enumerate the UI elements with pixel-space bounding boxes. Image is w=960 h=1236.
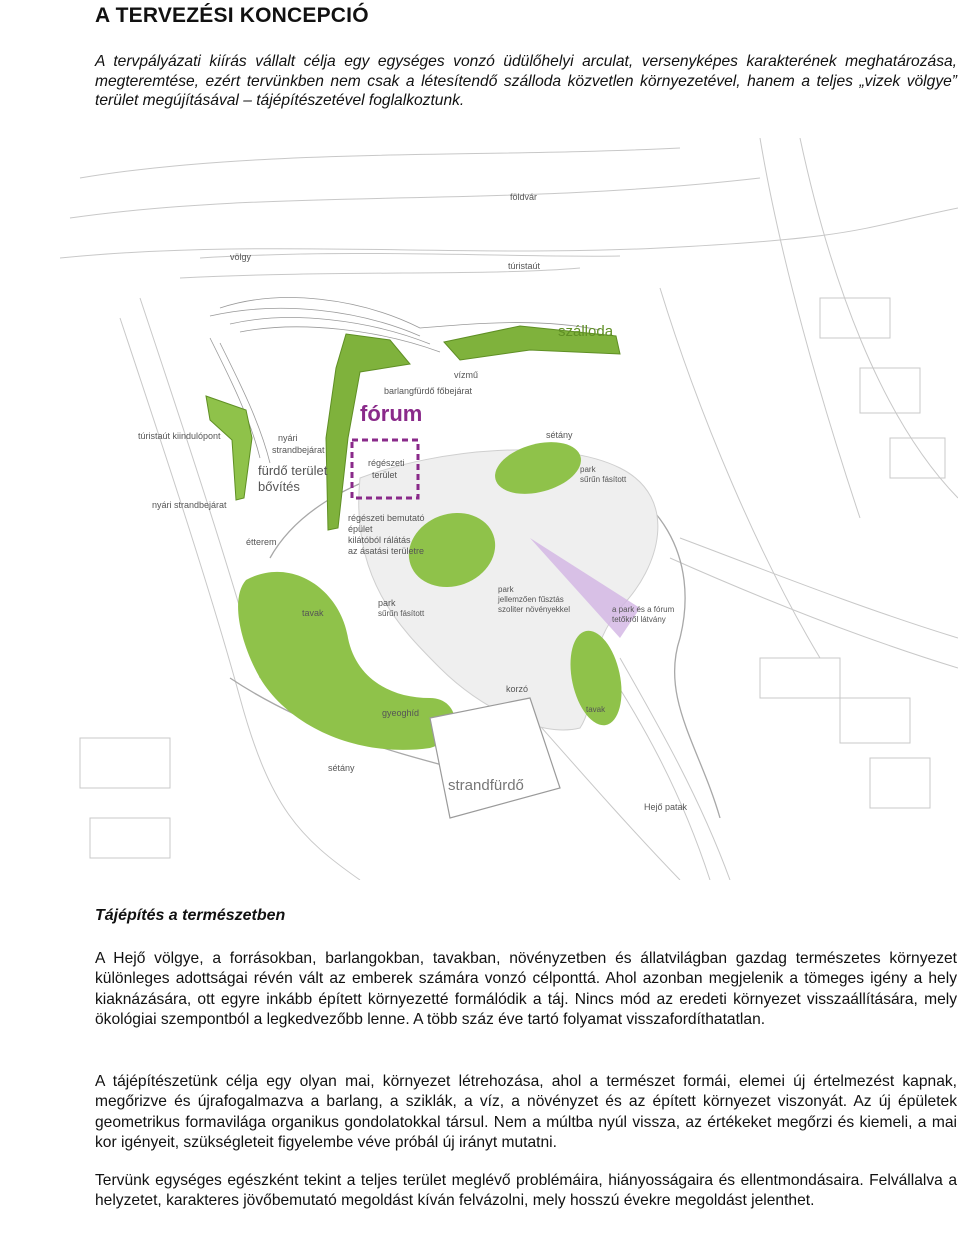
label-forum: fórum <box>360 401 423 426</box>
label-hejo-patak: Hejő patak <box>644 802 688 812</box>
label-strandfurdo: strandfürdő <box>448 777 524 794</box>
body-paragraph-1: A Hejő völgye, a forrásokban, barlangokban, tavakban, növényzetben és állatvilágban gazdag természetes környezet különleges adottságai révén vált az emberek számára vonzó célponttá. Ahol azonban megjelenik a tömeges igény a hely kiaknázására, ott egyre inkább épített környezetté formálódik a táj. Nincs mód az eredeti környezet visszaállítására, mely ökológiai szempontból a legkedvezőbb lenne. A több száz éve tartó folyamat visszafordíthatatlan. <box>95 950 957 1029</box>
label-park2-a: park <box>378 598 396 608</box>
label-regbemut-1: régészeti bemutató <box>348 513 425 523</box>
site-plan-map <box>60 138 958 880</box>
label-tavak: tavak <box>302 608 324 618</box>
label-regeszeti-b: terület <box>372 470 398 480</box>
site-plan-svg <box>60 138 958 880</box>
intro-paragraph: A tervpályázati kiírás vállalt célja egy egységes vonzó üdülőhelyi arculat, versenyképes karakterének meghatározása, megteremtése, ezért tervünkben nem csak a létesítendő szálloda közvetlen környezetével, hanem a teljes „vizek völgye” terület megújításával – tájépítészetével foglalkoztunk. <box>95 53 957 109</box>
label-nyari-strandbejarat: nyári strandbejárat <box>152 500 227 510</box>
label-regeszeti-a: régészeti <box>368 458 405 468</box>
label-setany: sétány <box>546 430 573 440</box>
label-etterem: étterem <box>246 537 277 547</box>
section-heading: Tájépítés a természetben <box>95 907 286 924</box>
label-korzo: korzó <box>506 684 529 694</box>
rock-texture <box>210 298 600 463</box>
body-paragraph-2: A tájépítészetünk célja egy olyan mai, környezet létrehozása, ahol a természet formái, elemei új értelmezést kapnak, megőrizve és újrafogalmazva a barlang, a sziklák, a víz, a növényzet és az épített környezet viszonyát. Az új épületek geometrikus formavilága organikus gondolatokkal társul. Nem a múltba nyúl vissza, az értékeket megőrzi és kiemeli, a mai kor igényeit, szükségleteit figyelembe véve próbál új irányt mutatni. <box>95 1073 957 1152</box>
label-regbemut-4: az ásatási területre <box>348 546 425 556</box>
body-paragraph-3: Tervünk egységes egészként tekint a teljes terület meglévő problémáira, hiányosságaira és ellentmondásaira. Felvállalva a helyzetet, karakteres jövőbemutató megoldást kíván felvázolni, mely hosszú évekre megoldást jelenthet. <box>95 1172 957 1210</box>
page-title: A TERVEZÉSI KONCEPCIÓ <box>95 4 369 27</box>
label-furdo-terulet: fürdő terület <box>258 463 328 478</box>
label-regbemut-3: kilátóból rálátás <box>348 535 411 545</box>
label-park3-b: jellemzően fűsztás <box>498 595 564 604</box>
label-regbemut-2: épület <box>348 524 373 534</box>
label-nyari-b: strandbejárat <box>272 445 325 455</box>
label-park2-b: sűrűn fásított <box>378 609 425 618</box>
label-park1-b: sűrűn fásított <box>580 475 627 484</box>
label-turistaut: túristaút <box>508 261 541 271</box>
label-park1-a: park <box>580 465 596 474</box>
label-tavak2: tavak <box>586 705 606 714</box>
label-setany2: sétány <box>328 763 355 773</box>
label-bovites: bővítés <box>258 479 300 494</box>
label-park3-a: park <box>498 585 514 594</box>
label-park3-c: szoliter növényekkel <box>498 605 571 614</box>
label-lathaly-b: tetőkről látvány <box>612 615 666 624</box>
west-wing <box>206 396 252 500</box>
label-nyari-a: nyári <box>278 433 298 443</box>
label-volgy: völgy <box>230 252 252 262</box>
label-vizmu: vízmű <box>454 370 479 380</box>
label-barlangfurdo: barlangfürdő főbejárat <box>384 386 473 396</box>
label-foldvar: földvár <box>510 192 538 202</box>
label-turistaut-kiindulopont: túristaút kiindulópont <box>138 431 221 441</box>
label-gyeoghid: gyeoghíd <box>382 708 420 718</box>
label-szalloda: szálloda <box>558 323 614 340</box>
label-lathaly-a: a park és a fórum <box>612 605 675 614</box>
